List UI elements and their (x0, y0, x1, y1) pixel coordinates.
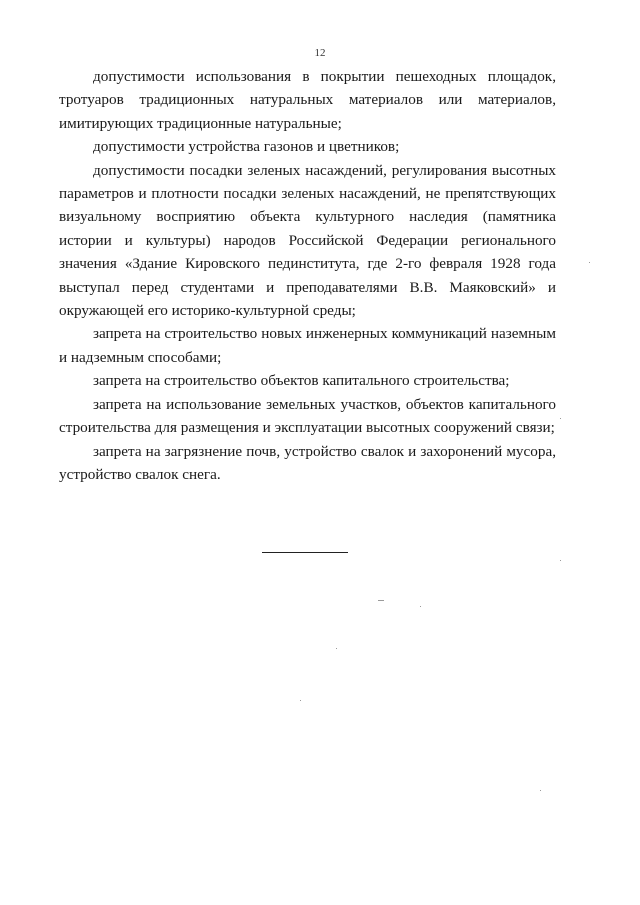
paragraph-lawns: допустимости устройства газонов и цветников; (93, 138, 400, 156)
paragraph-communication-towers-ban: запрета на использование земельных участков, объектов капитального строительства для размещения и эксплуатации высотных сооружений связи; (59, 395, 556, 437)
scan-speck (300, 700, 301, 701)
scan-speck (336, 648, 337, 649)
separator-line (262, 552, 348, 553)
scan-speck (560, 560, 561, 561)
scan-speck (560, 418, 561, 419)
paragraph-green-plantings: допустимости посадки зеленых насаждений, регулирования высотных параметров и плотности посадки зеленых насаждений, не препятствующих визуальному восприятию объекта культурного наследия (памятника истории и культуры) народов Российской Федерации регионального значения «Здание Кировского пединститута, где 2-го февраля 1928 года выступал перед студентами и преподавателями В.В. Маяковский» и окружающей его историко-культурной среды; (59, 161, 556, 320)
scan-speck (589, 262, 590, 263)
page-number: 12 (314, 47, 326, 59)
scan-speck (420, 606, 421, 607)
paragraph-paving-materials: допустимости использования в покрытии пешеходных площадок, тротуаров традиционных натуральных материалов или материалов, имитирующих традиционные натуральные; (59, 68, 556, 132)
document-body (59, 65, 556, 486)
paragraph-construction-ban: запрета на строительство объектов капитального строительства; (93, 372, 510, 390)
scan-speck (378, 600, 384, 601)
paragraph-pollution-ban: запрета на загрязнение почв, устройство свалок и захоронений мусора, устройство свалок снега. (59, 442, 556, 483)
scan-speck (540, 790, 541, 791)
paragraph-utilities-ban: запрета на строительство новых инженерных коммуникаций наземным и надземным способами; (59, 325, 556, 366)
